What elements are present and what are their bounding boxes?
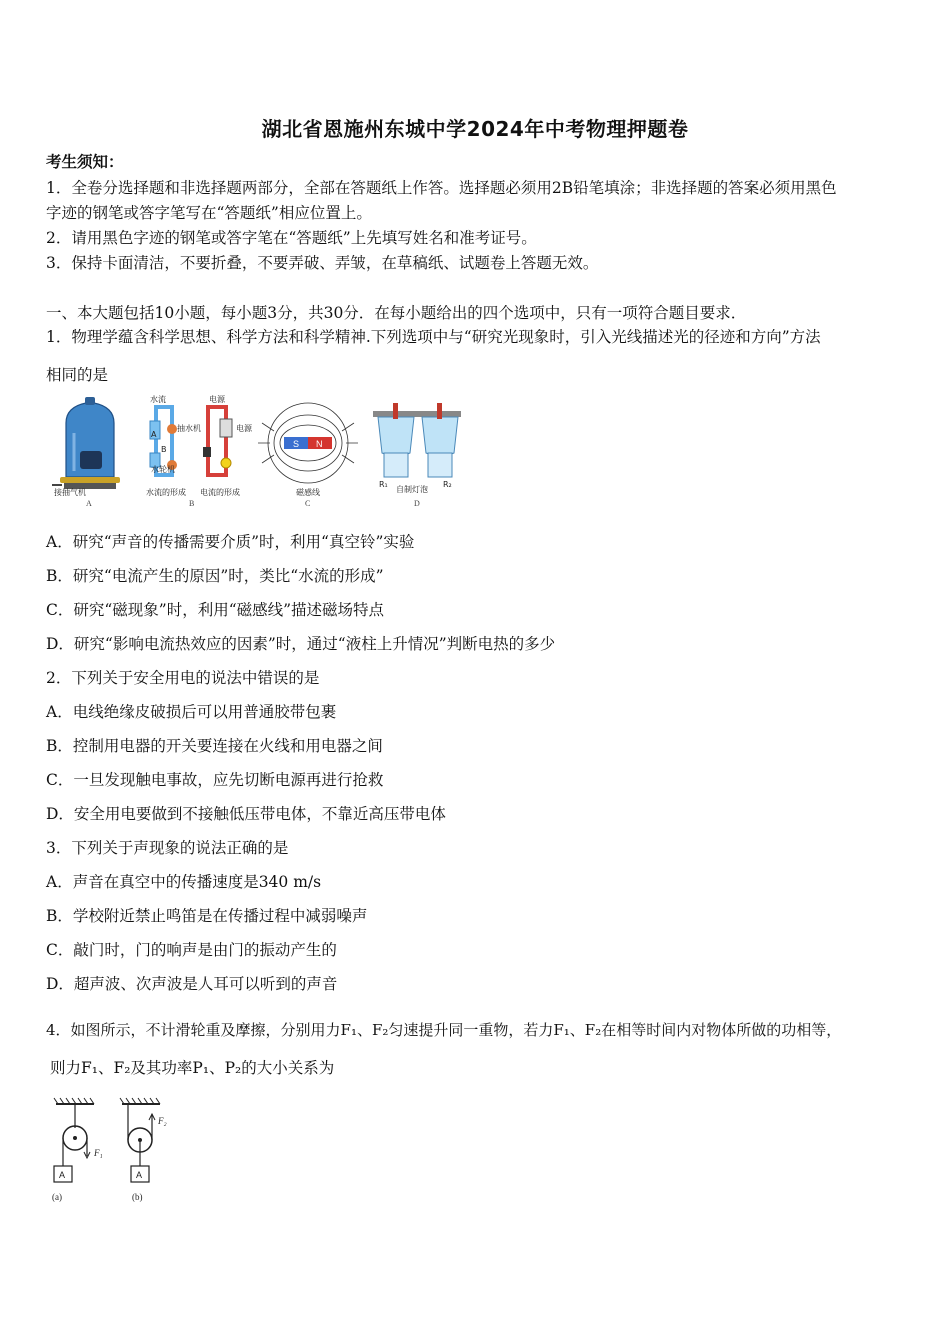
q1-figure-b-power: 电源	[236, 424, 252, 433]
q1-stem-line-2: 相同的是	[46, 366, 109, 384]
notice-heading: 考生须知：	[46, 152, 124, 171]
q1-figure-b-point-a: A	[151, 430, 157, 439]
q4-figure-b-movable-pulley	[120, 1098, 167, 1202]
q1-figure-b-top-water: 水流	[150, 395, 166, 404]
q1-option-b: B．研究“电流产生的原因”时，类比“水流的形成”	[46, 567, 384, 585]
q1-figure	[48, 393, 468, 513]
notice-item-1-line-2: 字迹的钢笔或答字笔写在“答题纸”相应位置上。	[46, 204, 372, 222]
q1-figure-d-letter: D	[414, 499, 420, 508]
q1-figure-a-label: 接抽气机	[54, 488, 86, 497]
q1-figure-d-r1: R₁	[379, 480, 388, 489]
q2-option-c: C．一旦发现触电事故，应先切断电源再进行抢救	[46, 771, 384, 789]
q4-figure-a-fixed-pulley	[52, 1098, 103, 1202]
q1-figure-b-turbine: 水轮机	[151, 465, 175, 474]
q1-figure-b-analogy	[146, 394, 253, 508]
q1-option-a: A．研究“声音的传播需要介质”时，利用“真空铃”实验	[46, 533, 415, 551]
q4-stem-line-1: 4．如图所示，不计滑轮重及摩擦，分别用力F₁、F₂匀速提升同一重物，若力F₁、F₂在相等时间内对物体所做的功相等，	[46, 1021, 842, 1039]
notice-item-2: 2．请用黑色字迹的钢笔或答字笔在“答题纸”上先填写姓名和准考证号。	[46, 229, 537, 247]
q3-option-d: D．超声波、次声波是人耳可以听到的声音	[46, 975, 338, 993]
q4-figure-b-force: F₂	[158, 1116, 167, 1126]
q1-figure-b-caption-water: 水流的形成	[146, 488, 186, 497]
q3-stem: 3．下列关于声现象的说法正确的是	[46, 839, 289, 857]
q1-option-c: C．研究“磁现象”时，利用“磁感线”描述磁场特点	[46, 601, 385, 619]
q3-option-c: C．敲门时，门的响声是由门的振动产生的	[46, 941, 337, 959]
q1-figure-b-top-current: 电源	[209, 395, 225, 404]
notice-item-1-line-1: 1．全卷分选择题和非选择题两部分，全部在答题纸上作答。选择题必须用2B铅笔填涂；非选择题的答案必须用黑色	[46, 179, 837, 197]
q4-figure-b-caption: (b)	[132, 1192, 143, 1202]
q1-figure-a-bell-jar	[52, 397, 120, 508]
q1-figure-c-letter: C	[305, 499, 311, 508]
page-title: 湖北省恩施州东城中学2024年中考物理押题卷	[261, 117, 689, 141]
q2-option-d: D．安全用电要做到不接触低压带电体，不靠近高压带电体	[46, 805, 446, 823]
q1-figure-b-point-b: B	[161, 445, 167, 454]
q1-option-d: D．研究“影响电流热效应的因素”时，通过“液柱上升情况”判断电热的多少	[46, 635, 556, 653]
q1-figure-b-pump: 抽水机	[177, 424, 201, 433]
q1-figure-b-letter: B	[189, 499, 195, 508]
q1-figure-d-r2: R₂	[443, 480, 452, 489]
q1-figure-b-caption-current: 电流的形成	[200, 488, 240, 497]
section-1-heading: 一、本大题包括10小题，每小题3分，共30分．在每小题给出的四个选项中，只有一项符合题目要求．	[46, 304, 747, 322]
q2-option-a: A．电线绝缘皮破损后可以用普通胶带包裹	[46, 703, 337, 721]
q1-figure-a-letter: A	[86, 499, 92, 508]
q1-figure-c-pole-n: N	[316, 439, 323, 449]
q1-figure-c-pole-s: S	[293, 439, 300, 449]
q2-stem: 2．下列关于安全用电的说法中错误的是	[46, 669, 320, 687]
q4-figure-b-block: A	[136, 1170, 143, 1180]
q2-option-b: B．控制用电器的开关要连接在火线和用电器之间	[46, 737, 383, 755]
q4-figure-a-force: F₁	[94, 1148, 103, 1158]
q4-pulley-figure	[44, 1094, 194, 1210]
q1-figure-c-field-lines	[258, 403, 358, 508]
q4-figure-a-caption: (a)	[52, 1192, 62, 1202]
q4-figure-a-block: A	[59, 1170, 66, 1180]
q1-figure-c-label: 磁感线	[296, 488, 320, 497]
q1-figure-d-bulbs	[373, 403, 461, 508]
notice-item-3: 3．保持卡面清洁，不要折叠，不要弄破、弄皱，在草稿纸、试题卷上答题无效。	[46, 254, 599, 272]
q1-figure-d-label: 自制灯泡	[396, 485, 428, 494]
q3-option-a: A．声音在真空中的传播速度是340 m/s	[46, 873, 322, 891]
q4-stem-line-2: 则力F₁、F₂及其功率P₁、P₂的大小关系为	[50, 1059, 335, 1077]
q1-stem-line-1: 1．物理学蕴含科学思想、科学方法和科学精神.下列选项中与“研究光现象时，引入光线描述光的径迹和方向”方法	[46, 328, 821, 346]
q3-option-b: B．学校附近禁止鸣笛是在传播过程中减弱噪声	[46, 907, 368, 925]
